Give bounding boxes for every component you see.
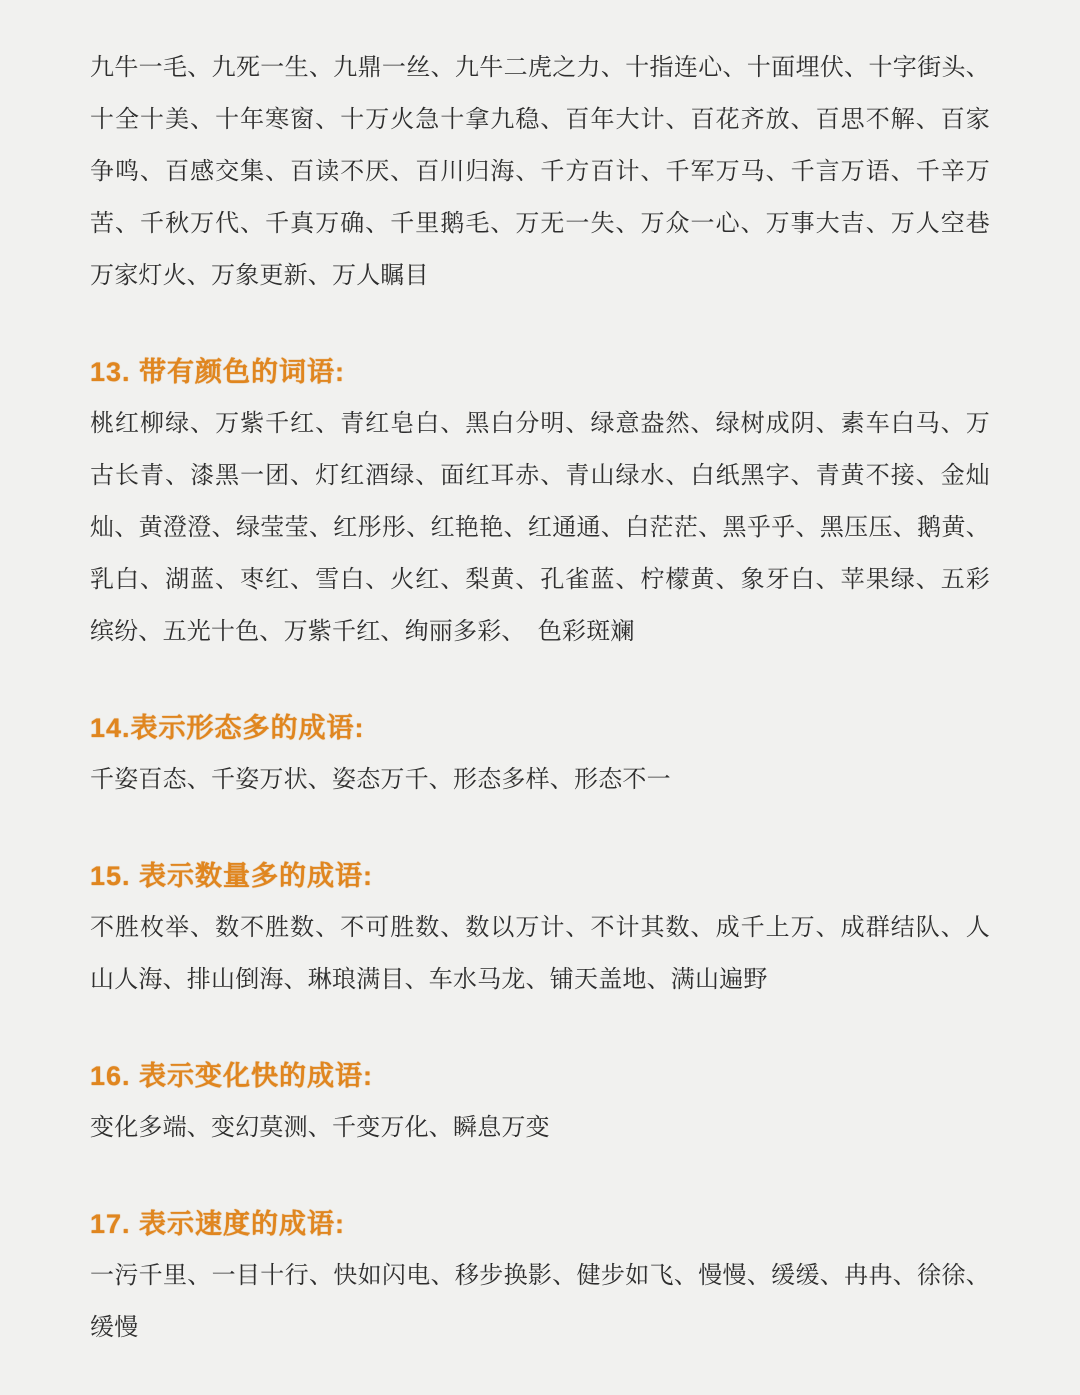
word-list-line: 乳白、湖蓝、枣红、雪白、火红、梨黄、孔雀蓝、柠檬黄、象牙白、苹果绿、五彩 <box>90 566 990 593</box>
section-14-shape-idioms <box>90 702 990 806</box>
section-heading: 14.表示形态多的成语: <box>90 713 365 743</box>
word-list-line: 古长青、漆黑一团、灯红酒绿、面红耳赤、青山绿水、白纸黑字、青黄不接、金灿 <box>90 462 990 489</box>
section-heading: 15. 表示数量多的成语: <box>90 861 374 891</box>
word-list-line: 缓慢 <box>90 1314 139 1341</box>
section-number-idioms <box>90 42 990 302</box>
section-heading: 13. 带有颜色的词语: <box>90 357 346 387</box>
section-heading: 17. 表示速度的成语: <box>90 1209 346 1239</box>
section-17-speed-idioms <box>90 1198 990 1354</box>
word-list-line: 缤纷、五光十色、万紫千红、绚丽多彩、 色彩斑斓 <box>90 618 635 645</box>
word-list-line: 万家灯火、万象更新、万人瞩目 <box>90 262 429 289</box>
word-list-line: 变化多端、变幻莫测、千变万化、瞬息万变 <box>90 1114 550 1141</box>
word-list-line: 不胜枚举、数不胜数、不可胜数、数以万计、不计其数、成千上万、成群结队、人 <box>90 914 990 941</box>
word-list-line: 十全十美、十年寒窗、十万火急十拿九稳、百年大计、百花齐放、百思不解、百家 <box>90 106 990 133</box>
section-15-quantity-idioms <box>90 850 990 1006</box>
section-16-change-idioms <box>90 1050 990 1154</box>
section-heading: 16. 表示变化快的成语: <box>90 1061 374 1091</box>
section-13-color-words <box>90 346 990 658</box>
word-list-line: 九牛一毛、九死一生、九鼎一丝、九牛二虎之力、十指连心、十面埋伏、十字街头、 <box>90 54 990 81</box>
word-list-line: 一污千里、一目十行、快如闪电、移步换影、健步如飞、慢慢、缓缓、冉冉、徐徐、 <box>90 1262 990 1289</box>
word-list-line: 千姿百态、千姿万状、姿态万千、形态多样、形态不一 <box>90 766 671 793</box>
word-list-line: 桃红柳绿、万紫千红、青红皂白、黑白分明、绿意盎然、绿树成阴、素车白马、万 <box>90 410 990 437</box>
word-list-line: 苦、千秋万代、千真万确、千里鹅毛、万无一失、万众一心、万事大吉、万人空巷 <box>90 210 990 237</box>
word-list-line: 山人海、排山倒海、琳琅满目、车水马龙、铺天盖地、满山遍野 <box>90 966 768 993</box>
word-list-line: 争鸣、百感交集、百读不厌、百川归海、千方百计、千军万马、千言万语、千辛万 <box>90 158 990 185</box>
word-list-line: 灿、黄澄澄、绿莹莹、红彤彤、红艳艳、红通通、白茫茫、黑乎乎、黑压压、鹅黄、 <box>90 514 990 541</box>
